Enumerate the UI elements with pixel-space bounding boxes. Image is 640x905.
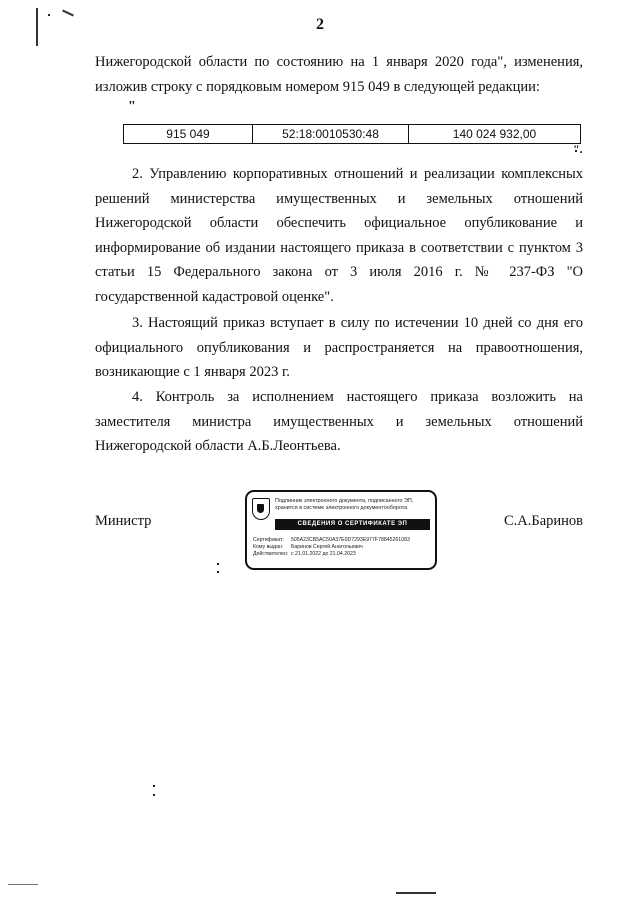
scan-speck — [153, 794, 155, 796]
validity-label: Действителен: — [253, 551, 289, 558]
certificate-value: 505A23CB5AC50A37E0D7293E977F78845261083 — [291, 537, 410, 543]
page-number: 2 — [316, 16, 324, 33]
paragraph-3: 3. Настоящий приказ вступает в силу по истечении 10 дней со дня его официального опубликования и распространяется на правоотношения, возникающие с 1 января 2023 г. — [95, 315, 583, 380]
paragraph-4: 4. Контроль за исполнением настоящего приказа возложить на заместителя министра имущественных и земельных отношений Нижегородской области А.Б.Леонтьева. — [95, 389, 583, 454]
intro-paragraph: Нижегородской области по состоянию на 1 января 2020 года", изменения, изложив строку с порядковым номером 915 049 в следующей редакции: — [95, 54, 583, 95]
scan-speck — [153, 785, 155, 787]
owner-label: Кому выдан: — [253, 544, 284, 551]
cadastral-value-cell: 140 024 932,00 — [452, 127, 537, 141]
cadastral-number-cell: 52:18:0010530:48 — [253, 125, 409, 143]
stamp-header: Подлинник электронного документа, подписанного ЭП, хранится в системе электронного документооборота — [275, 498, 414, 511]
scan-speck — [217, 563, 219, 565]
signatory-name: С.А.Баринов — [503, 513, 583, 529]
signatory-position: Министр — [95, 513, 152, 529]
scan-speck — [217, 571, 219, 573]
scan-artifact-bottom-line — [396, 892, 436, 894]
owner-value: Баринов Сергей Анатольевич — [291, 544, 363, 551]
closing-quote: ". — [573, 142, 583, 156]
certificate-label: Сертификат: — [253, 537, 284, 543]
validity-value: с 21.01.2022 до 21.04.2023 — [291, 551, 356, 558]
coat-of-arms-icon — [252, 498, 270, 520]
stamp-details — [253, 537, 435, 559]
paragraph-2: 2. Управлению корпоративных отношений и реализации комплексных решений министерства имущественных и земельных отношений Нижегородской области обеспечить официальное опубликование и информирование об издании настоящего приказа в соответствии с пунктом 3 статьи 15 Федерального закона от 3 июля 2016 г. № 237-ФЗ "О государственной кадастровой оценке". — [95, 166, 583, 305]
cadastral-table-row — [123, 124, 581, 144]
electronic-signature-stamp — [245, 490, 437, 570]
scan-artifact-bottom-left — [8, 884, 38, 885]
opening-quote: " — [128, 99, 136, 114]
stamp-certificate-bar: СВЕДЕНИЯ О СЕРТИФИКАТЕ ЭП — [275, 519, 430, 530]
row-number-cell: 915 049 — [124, 125, 253, 143]
